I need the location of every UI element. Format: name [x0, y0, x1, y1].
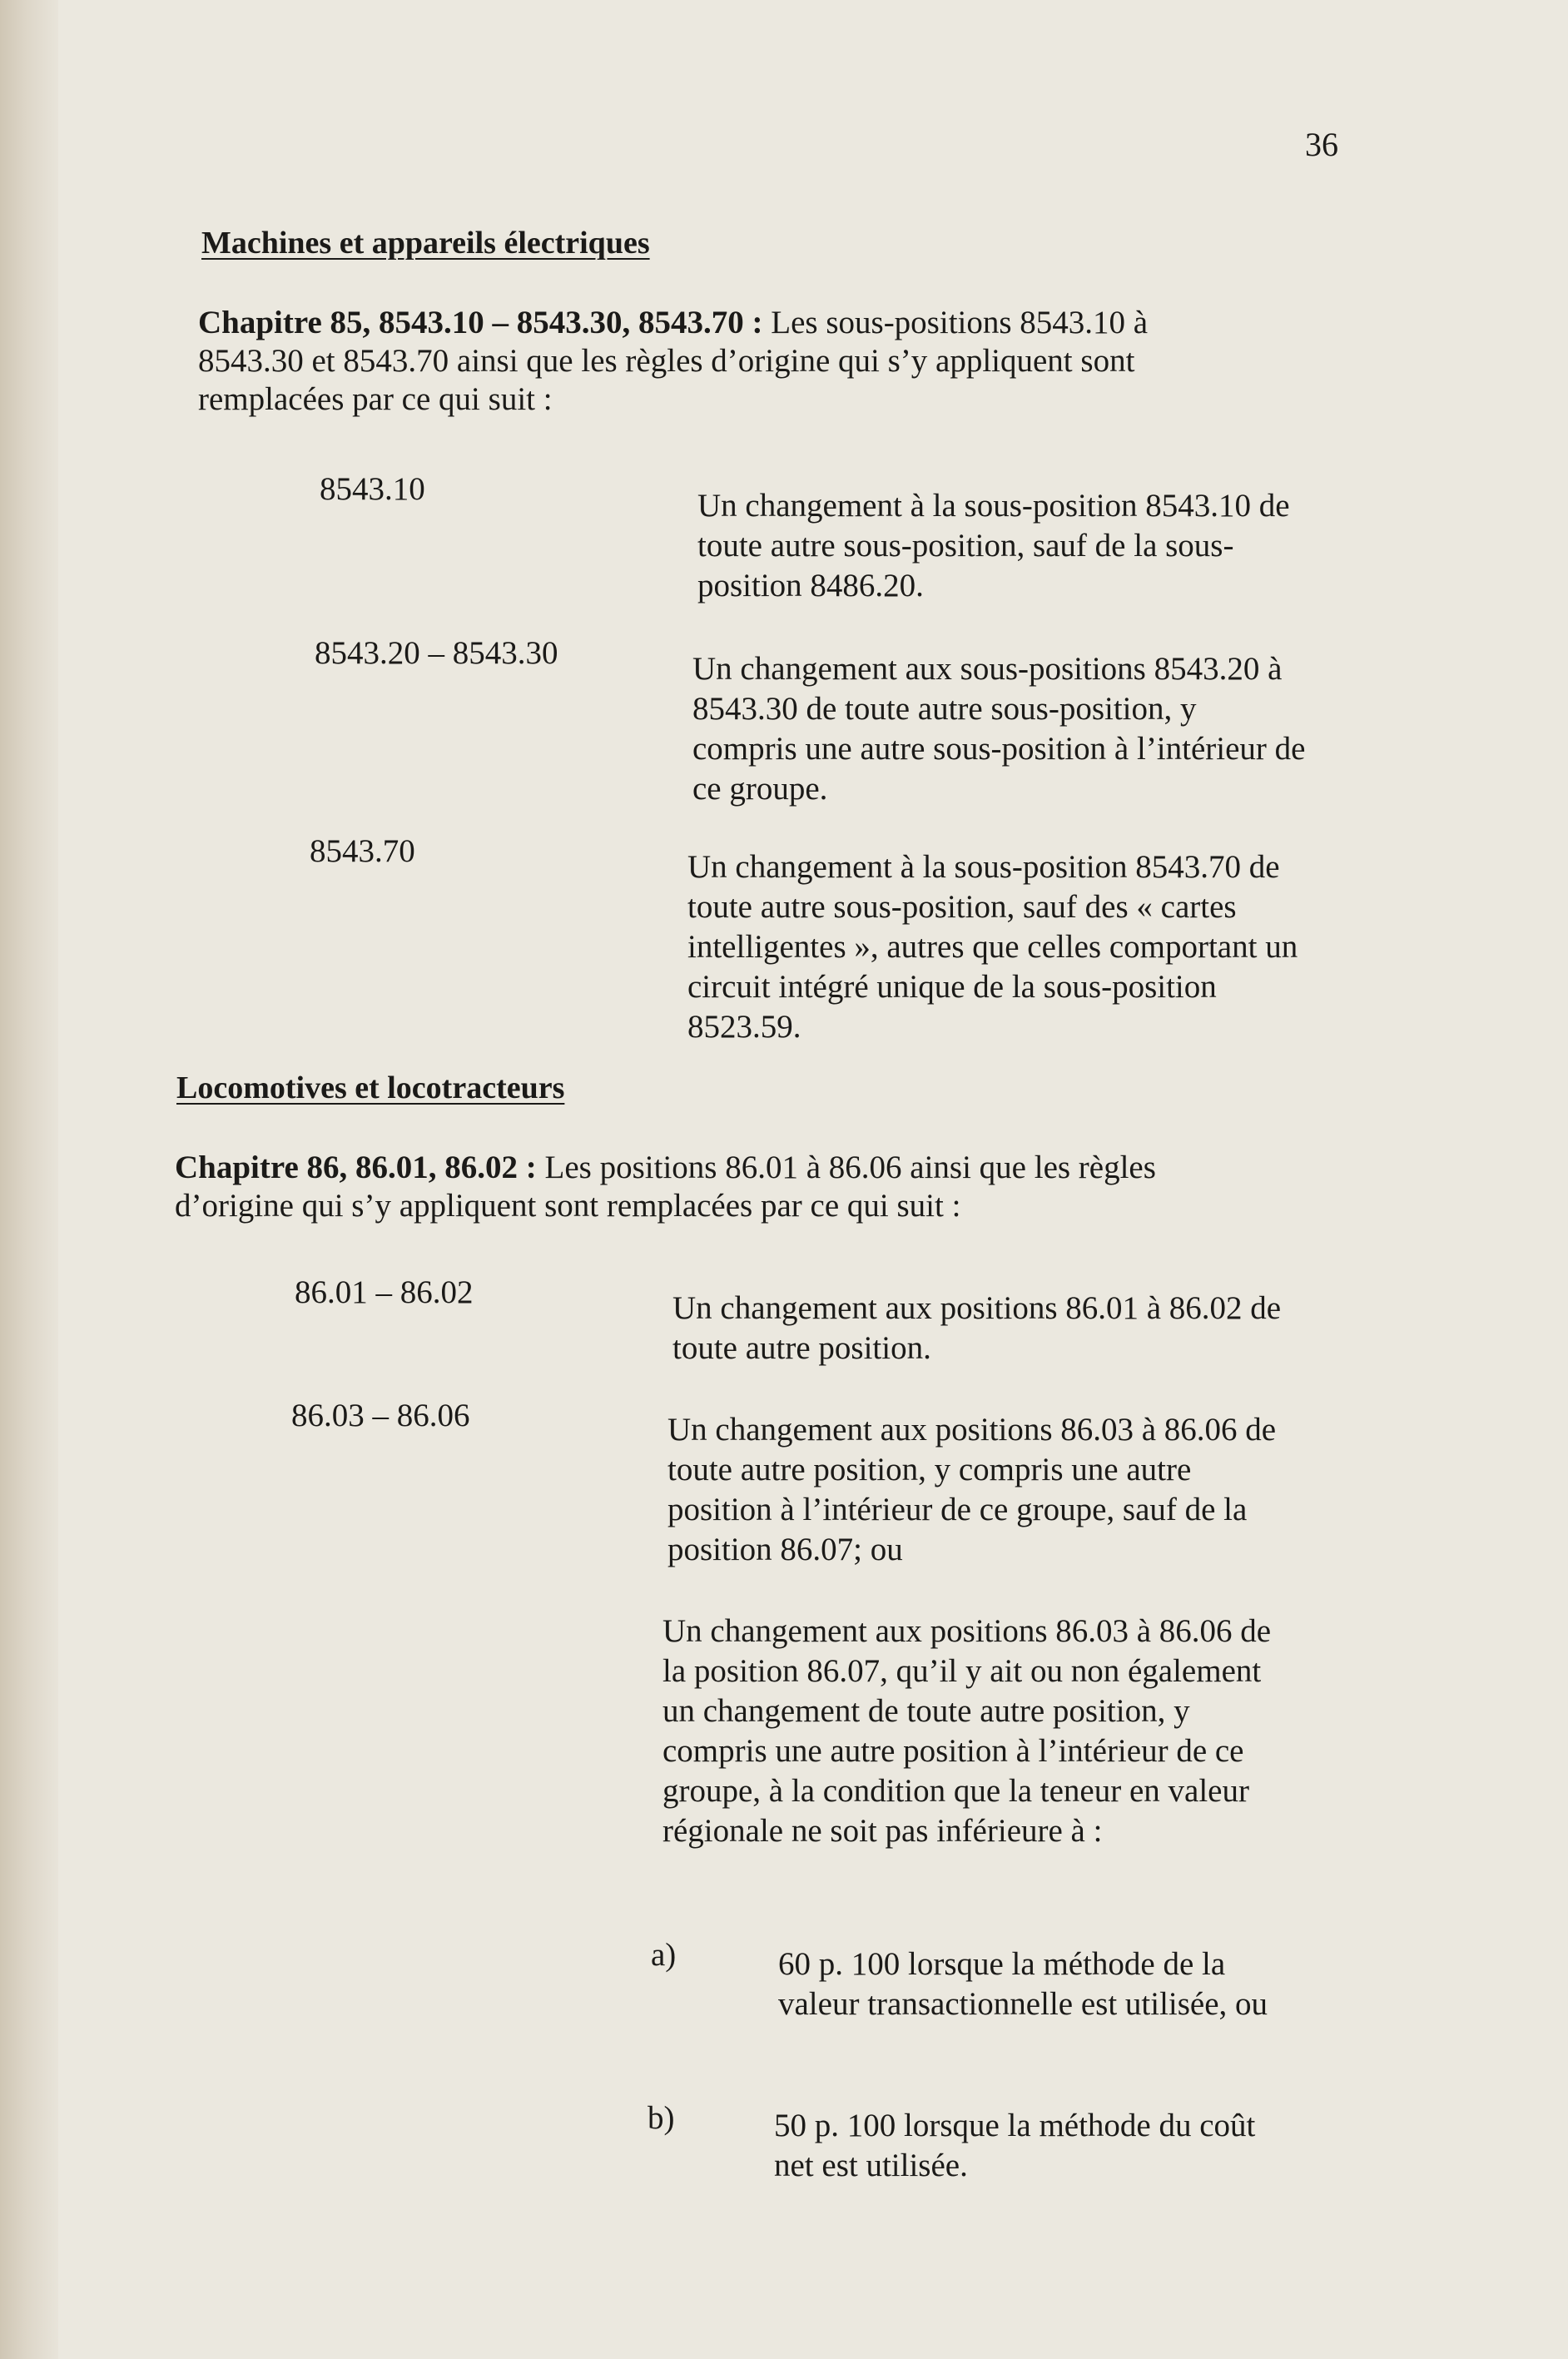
rule-text-8543-20-30: Un changement aux sous-positions 8543.20 à 8543.30 de toute autre sous-position, y compris une autre sous-position à l’intérieur de ce groupe. — [692, 651, 1306, 807]
condition-marker-a: a) — [651, 1937, 677, 1973]
page-edge-shadow — [0, 0, 58, 2359]
condition-text-b: 50 p. 100 lorsque la méthode du coût net est utilisée. — [774, 2108, 1256, 2183]
page-number: 36 — [1305, 126, 1338, 163]
rule-text-86-03-06: Un changement aux positions 86.03 à 86.06 de toute autre position, y compris une autre position à l’intérieur de ce groupe, sauf de la position 86.07; ou — [667, 1412, 1277, 1567]
rule-code-8543-20-30: 8543.20 – 8543.30 — [315, 635, 558, 671]
section-heading-electrical: Machines et appareils électriques — [201, 226, 650, 261]
section-heading-locomotives: Locomotives et locotracteurs — [176, 1070, 565, 1105]
condition-marker-b: b) — [648, 2100, 675, 2136]
rule-code-86-01-02: 86.01 – 86.02 — [295, 1274, 474, 1310]
chapter-86-text: Les positions 86.01 à 86.06 ainsi que les règles d’origine qui s’y appliquent sont remplacées par ce qui suit : — [175, 1150, 1156, 1224]
rule-text-8543-10: Un changement à la sous-position 8543.10 de toute autre sous-position, sauf de la sous-position 8486.20. — [697, 488, 1290, 603]
rule-text-86-03-06-alternative: Un changement aux positions 86.03 à 86.06 de la position 86.07, qu’il y ait ou non également un changement de toute autre position, y compris une autre position à l’intérieur de ce groupe, à la condition que la teneur en valeur régionale ne soit pas inférieure à : — [662, 1613, 1272, 1849]
chapter-85-reference: Chapitre 85, 8543.10 – 8543.30, 8543.70 : — [198, 305, 763, 340]
chapter-85-intro — [198, 304, 1247, 419]
chapter-86-reference: Chapitre 86, 86.01, 86.02 : — [175, 1150, 537, 1185]
condition-text-a: 60 p. 100 lorsque la méthode de la valeur transactionnelle est utilisée, ou — [778, 1946, 1268, 2022]
rule-text-86-01-02: Un changement aux positions 86.01 à 86.02 de toute autre position. — [672, 1290, 1282, 1366]
rule-code-8543-70: 8543.70 — [310, 833, 415, 869]
chapter-86-intro — [175, 1149, 1248, 1225]
rule-code-86-03-06: 86.03 – 86.06 — [291, 1398, 470, 1433]
rule-text-8543-70: Un changement à la sous-position 8543.70 de toute autre sous-position, sauf des « cartes intelligentes », autres que celles comportant un circuit intégré unique de la sous-position 8523.59. — [687, 849, 1298, 1045]
rule-code-8543-10: 8543.10 — [320, 471, 425, 507]
chapter-85-text: Les sous-positions 8543.10 à 8543.30 et 8543.70 ainsi que les règles d’origine qui s’y appliquent sont remplacées par ce qui suit : — [198, 305, 1149, 417]
